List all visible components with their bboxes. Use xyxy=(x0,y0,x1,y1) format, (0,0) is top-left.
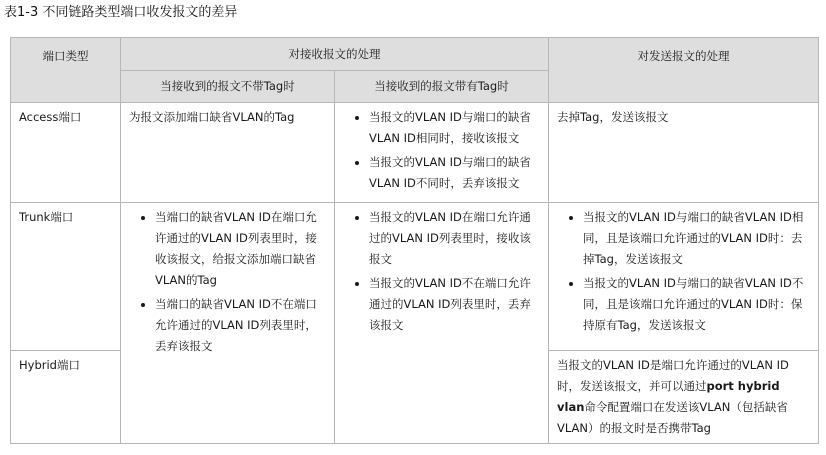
header-port-type: 端口类型 xyxy=(11,38,121,103)
cell-trunk-type: Trunk端口 xyxy=(11,202,121,350)
list-item: • 当报文的VLAN ID不在端口允许通过的VLAN ID列表里时，丢弃该报文 xyxy=(369,273,540,336)
list-item: • 当端口的缺省VLAN ID不在端口允许通过的VLAN ID列表里时，丢弃该报文 xyxy=(155,294,326,357)
hybrid-command: port hybrid vlan xyxy=(557,378,780,414)
hybrid-send-suffix: 命令配置端口在发送该VLAN（包括缺省VLAN）的报文时是否携带Tag xyxy=(557,399,788,435)
header-row-1 xyxy=(11,38,819,71)
table-caption: 表1-3 不同链路类型端口收发报文的差异 xyxy=(4,5,238,20)
cell-access-tagged xyxy=(335,103,549,202)
hybrid-send-prefix: 当报文的VLAN ID是端口允许通过的VLAN ID时，发送该报文，并可以通过 xyxy=(557,357,789,393)
cell-access-type: Access端口 xyxy=(11,103,121,202)
list-item: • 当报文的VLAN ID与端口的缺省VLAN ID相同时，接收该报文 xyxy=(369,107,540,149)
cell-trunk-hybrid-untagged xyxy=(121,202,335,443)
header-recv-untagged: 当接收到的报文不带Tag时 xyxy=(121,71,335,103)
table-row-access xyxy=(11,103,819,202)
header-send-handling: 对发送报文的处理 xyxy=(549,38,819,103)
list-item: • 当报文的VLAN ID与端口的缺省VLAN ID不同，且是该端口允许通过的VLAN ID时：保持原有Tag，发送该报文 xyxy=(583,273,810,336)
table-row-trunk xyxy=(11,202,819,350)
header-recv-tagged: 当接收到的报文带有Tag时 xyxy=(335,71,549,103)
list-item: • 当报文的VLAN ID在端口允许通过的VLAN ID列表里时，接收该报文 xyxy=(369,207,540,270)
port-difference-table xyxy=(10,37,819,444)
cell-hybrid-send xyxy=(549,350,819,443)
header-receive-handling: 对接收报文的处理 xyxy=(121,38,549,71)
cell-access-untagged: 为报文添加端口缺省VLAN的Tag xyxy=(121,103,335,202)
list-item: • 当报文的VLAN ID与端口的缺省VLAN ID相同，且是该端口允许通过的VLAN ID时：去掉Tag，发送该报文 xyxy=(583,207,810,270)
cell-access-send: 去掉Tag，发送该报文 xyxy=(549,103,819,202)
cell-trunk-send xyxy=(549,202,819,350)
cell-trunk-hybrid-tagged xyxy=(335,202,549,443)
list-item: • 当端口的缺省VLAN ID在端口允许通过的VLAN ID列表里时，接收该报文，给报文添加端口缺省VLAN的Tag xyxy=(155,207,326,291)
cell-hybrid-type: Hybrid端口 xyxy=(11,350,121,443)
list-item: • 当报文的VLAN ID与端口的缺省VLAN ID不同时，丢弃该报文 xyxy=(369,152,540,194)
